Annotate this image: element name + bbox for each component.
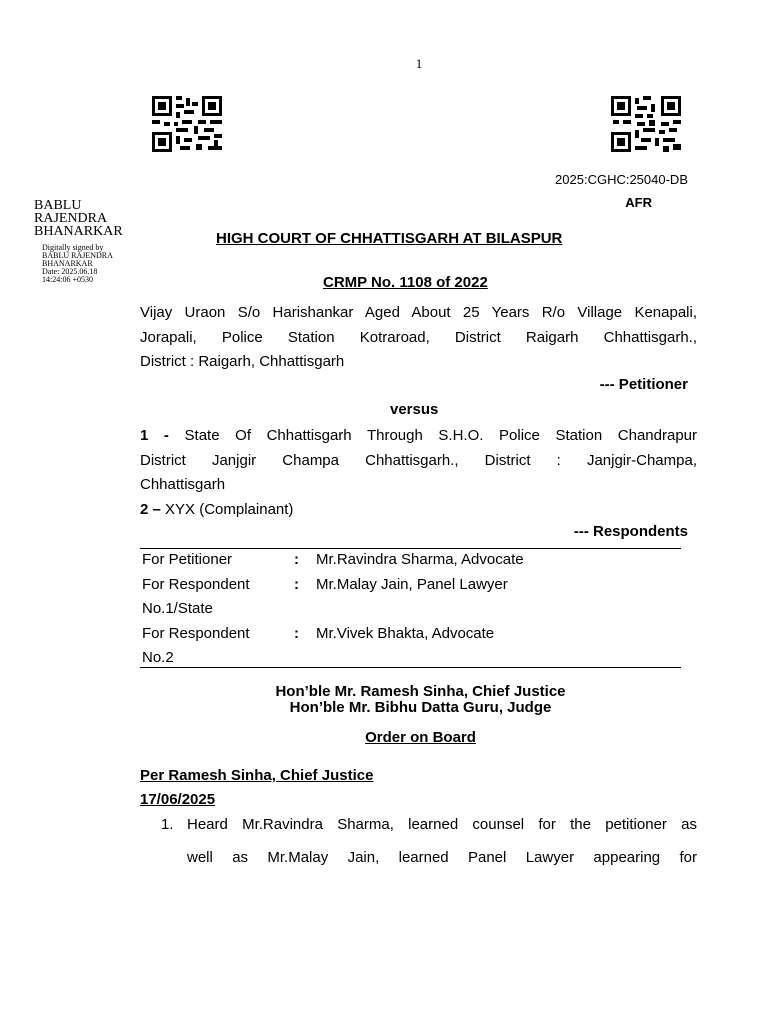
table-bottom-rule xyxy=(140,667,681,668)
table-row xyxy=(142,573,682,622)
respondent-1-line xyxy=(140,424,697,449)
petitioner-role: --- Petitioner xyxy=(599,376,688,393)
respondent-2-text: XYX (Complainant) xyxy=(165,500,294,518)
court-title: HIGH COURT OF CHHATTISGARH AT BILASPUR xyxy=(216,230,563,247)
digital-signature-line: BHANARKAR xyxy=(42,259,93,268)
bench xyxy=(140,684,701,716)
respondent-1-line: Chhattisgarh xyxy=(140,476,226,493)
signature-name-line: BABLU xyxy=(34,198,82,213)
per-author: Per Ramesh Sinha, Chief Justice xyxy=(140,767,374,784)
qr-code-left-icon xyxy=(152,96,222,152)
respondent-1-text: State Of Chhattisgarh Through S.H.O. Police Station Chandrapur xyxy=(184,427,697,444)
digital-signature xyxy=(42,244,113,284)
appearance-value: Mr.Ravindra Sharma, Advocate xyxy=(316,551,524,568)
appearance-label-cont: No.2 xyxy=(142,649,174,666)
petitioner-line: Jorapali, Police Station Kotraroad, District Raigarh Chhattisgarh., xyxy=(140,328,697,346)
appearance-label: For Petitioner xyxy=(142,551,233,568)
table-row xyxy=(142,548,682,573)
appearance-value: Mr.Vivek Bhakta, Advocate xyxy=(316,624,495,642)
respondents-block xyxy=(140,424,697,522)
bench-line: Hon’ble Mr. Bibhu Datta Guru, Judge xyxy=(289,699,552,716)
petitioner-line: District : Raigarh, Chhattisgarh xyxy=(140,353,345,370)
digital-signature-line: BABLU RAJENDRA xyxy=(42,251,113,260)
case-number: CRMP No. 1108 of 2022 xyxy=(323,274,488,291)
petitioner-line: Vijay Uraon S/o Harishankar Aged About 25 Years R/o Village Kenapali, xyxy=(140,304,697,321)
respondent-1-number: 1 - xyxy=(140,427,169,444)
respondent-2-number: 2 – xyxy=(140,500,161,518)
signature-name xyxy=(34,199,123,238)
respondent-1-line: District Janjgir Champa Chhattisgarh., District : Janjgir-Champa, xyxy=(140,451,697,469)
qr-code-right-icon xyxy=(611,96,681,152)
para-number: 1. xyxy=(161,816,174,833)
order-date: 17/06/2025 xyxy=(140,791,216,808)
appearances-table xyxy=(142,548,682,671)
page-number: 1 xyxy=(415,56,423,71)
table-row xyxy=(142,622,682,671)
digital-signature-line: 14:24:06 +0530 xyxy=(42,275,93,284)
petitioner-block xyxy=(140,301,697,375)
para-line: well as Mr.Malay Jain, learned Panel Lawyer appearing for xyxy=(187,849,697,866)
appearance-colon: : xyxy=(294,575,299,593)
appearance-colon: : xyxy=(294,551,299,568)
appearance-colon: : xyxy=(294,624,299,642)
appearance-label-cont: No.1/State xyxy=(142,600,213,617)
afr-label: AFR xyxy=(625,195,652,210)
appearance-label: For Respondent xyxy=(142,575,250,593)
signature-name-line: BHANARKAR xyxy=(34,224,123,239)
signature-name-line: RAJENDRA xyxy=(34,211,108,226)
digital-signature-line: Digitally signed by xyxy=(42,243,104,252)
versus-label: versus xyxy=(390,401,439,418)
respondent-2-line xyxy=(140,498,697,523)
appearance-value: Mr.Malay Jain, Panel Lawyer xyxy=(316,575,508,593)
bench-line: Hon’ble Mr. Ramesh Sinha, Chief Justice xyxy=(275,683,566,700)
order-title: Order on Board xyxy=(365,729,476,746)
appearance-label: For Respondent xyxy=(142,624,250,642)
para-line: Heard Mr.Ravindra Sharma, learned counsel for the petitioner as xyxy=(187,816,697,833)
respondents-role: --- Respondents xyxy=(573,523,688,540)
neutral-citation: 2025:CGHC:25040-DB xyxy=(555,172,688,187)
digital-signature-line: Date: 2025.06.18 xyxy=(42,267,98,276)
